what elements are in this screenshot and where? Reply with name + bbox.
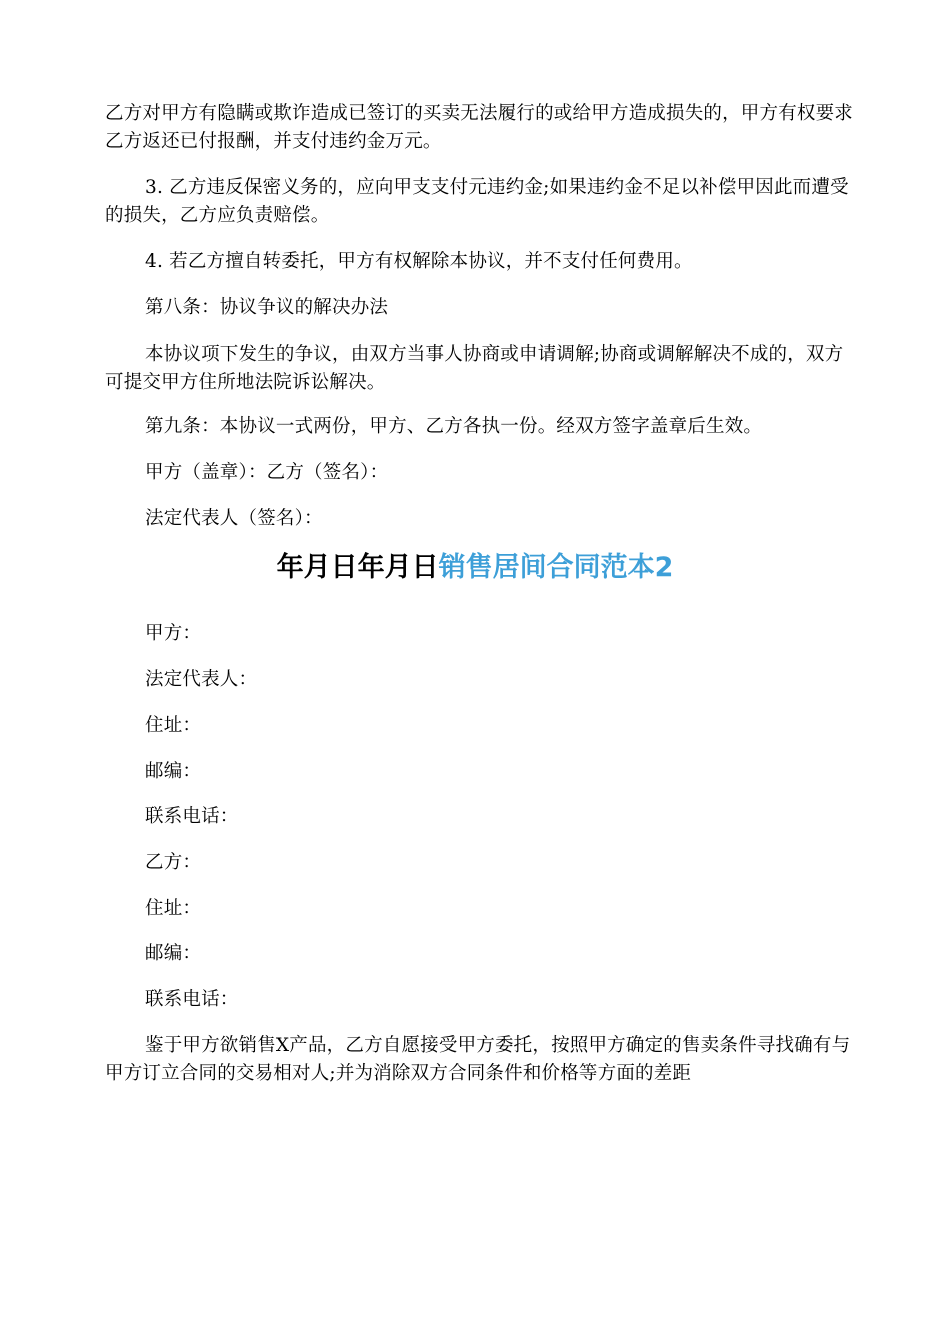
heading-date-prefix: 年月日年月日 [276,552,439,583]
section-heading [0,548,950,588]
paragraph-confidentiality-penalty: 3. 乙方违反保密义务的，应向甲支支付元违约金;如果违约金不足以补偿甲因此而遭受的损失，乙方应负责赔偿。 [105,177,849,226]
field-postcode-a: 邮编： [145,761,202,782]
field-party-a: 甲方： [145,623,202,644]
field-phone-b: 联系电话： [145,989,239,1010]
field-phone-a: 联系电话： [145,806,239,827]
field-postcode-b: 邮编： [145,943,202,964]
field-address-b: 住址： [145,898,202,919]
field-address-a: 住址： [145,715,202,736]
article-eight-title: 第八条：协议争议的解决办法 [145,297,389,318]
field-legal-rep: 法定代表人： [145,669,258,690]
signature-parties-line: 甲方（盖章）：乙方（签名）： [145,462,389,483]
paragraph-whereas-clause: 鉴于甲方欲销售X产品，乙方自愿接受甲方委托，按照甲方确定的售卖条件寻找确有与甲方订立合同的交易相对人;并为消除双方合同条件和价格等方面的差距 [105,1035,851,1084]
paragraph-dispute-resolution: 本协议项下发生的争议，由双方当事人协商或申请调解;协商或调解解决不成的，双方可提交甲方住所地法院诉讼解决。 [105,344,844,393]
paragraph-breach-deception: 乙方对甲方有隐瞒或欺诈造成已签订的买卖无法履行的或给甲方造成损失的，甲方有权要求乙方返还已付报酬，并支付违约金万元。 [105,103,854,152]
article-nine-text: 第九条：本协议一式两份，甲方、乙方各执一份。经双方签字盖章后生效。 [145,416,763,437]
paragraph-subcontract-termination: 4. 若乙方擅自转委托，甲方有权解除本协议，并不支付任何费用。 [145,251,693,272]
field-party-b: 乙方： [145,852,202,873]
heading-title: 销售居间合同范本2 [438,552,674,583]
signature-legal-rep-line: 法定代表人（签名）： [145,508,323,529]
